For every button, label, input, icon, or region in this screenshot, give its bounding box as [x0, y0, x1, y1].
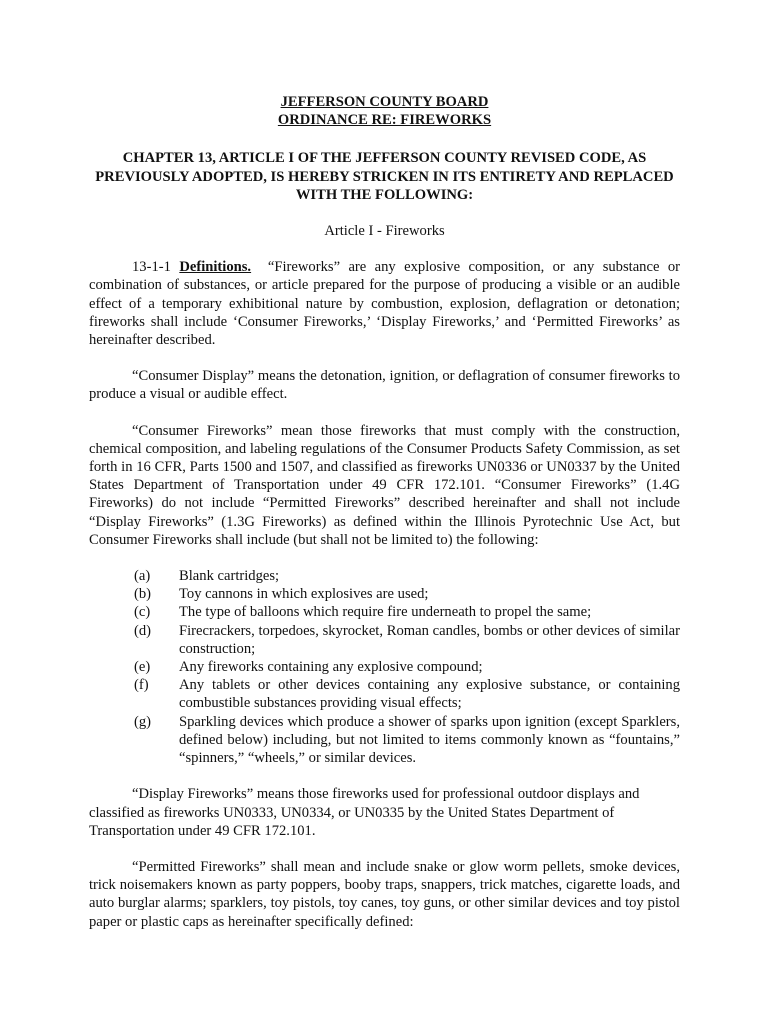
section-number: 13-1-1 [132, 259, 171, 276]
list-item-marker: (g) [134, 713, 152, 730]
document-page [89, 93, 680, 931]
consumer-fireworks-list [89, 567, 680, 767]
list-item-text: Any tablets or other devices containing any explosive substance, or containing combustible substances providing visual effects; [179, 677, 680, 712]
display-fireworks-paragraph: “Display Fireworks” means those fireworks used for professional outdoor displays and classified as fireworks UN0333, UN0334, or UN0335 by the United States Department of Transportation under 49 CFR 172.101. [89, 786, 640, 839]
permitted-fireworks-paragraph: “Permitted Fireworks” shall mean and include snake or glow worm pellets, smoke devices, trick noisemakers known as party poppers, booby traps, snappers, trick matches, cigarette loads, and auto burglar alarms; sparklers, toy pistols, toy canes, toy guns, or other similar devices and toy pistol paper or plastic caps as hereinafter specifically defined: [89, 858, 680, 930]
list-item [89, 713, 680, 768]
document-title-line-1: JEFFERSON COUNTY BOARD [280, 94, 489, 110]
consumer-display-paragraph: “Consumer Display” means the detonation, ignition, or deflagration of consumer fireworks to produce a visual or audible effect. [89, 368, 680, 403]
list-item-text: Blank cartridges; [179, 568, 280, 585]
list-item-marker: (b) [134, 586, 152, 603]
consumer-fireworks-paragraph: “Consumer Fireworks” mean those fireworks that must comply with the construction, chemical composition, and labeling regulations of the Consumer Products Safety Commission, as set forth in 16 CFR, Parts 1500 and 1507, and classified as fireworks UN0336 or UN0337 by the United States Department of Transportation under 49 CFR 172.101. “Consumer Fireworks” (1.4G Fireworks) do not include “Permitted Fireworks” described hereinafter and shall not include “Display Fireworks” (1.3G Fireworks) as defined within the Illinois Pyrotechnic Use Act, but Consumer Fireworks shall include (but shall not be limited to) the following: [89, 422, 680, 548]
list-item [89, 585, 680, 603]
list-item-text: Any fireworks containing any explosive compound; [179, 659, 483, 676]
definitions-paragraph [89, 258, 680, 349]
fireworks-definition: “Fireworks” are any explosive composition, or any substance or combination of substances, or article prepared for the purpose of producing a visible or an audible effect of a temporary exhibitional nature by combustion, explosion, deflagration or detonation; fireworks shall include ‘Consumer Fireworks,’ ‘Display Fireworks,’ and ‘Permitted Fireworks’ as hereinafter described. [89, 259, 680, 349]
list-item-marker: (a) [134, 568, 151, 585]
list-item-text: Toy cannons in which explosives are used; [179, 586, 429, 603]
document-title-line-2: ORDINANCE RE: FIREWORKS [277, 112, 492, 129]
definitions-heading: Definitions. [179, 259, 252, 276]
list-item [89, 658, 680, 676]
list-item [89, 603, 680, 621]
list-item-marker: (e) [134, 659, 151, 676]
list-item-marker: (d) [134, 622, 152, 639]
list-item-text: Firecrackers, torpedoes, skyrocket, Roman candles, bombs or other devices of similar construction; [179, 622, 680, 657]
list-item [89, 567, 680, 585]
list-item [89, 622, 680, 658]
list-item-marker: (c) [134, 604, 151, 621]
list-item-text: Sparkling devices which produce a shower of sparks upon ignition (except Sparklers, defined below) including, but not limited to items commonly known as “fountains,” “spinners,” “wheels,” or similar devices. [179, 713, 680, 767]
list-item-text: The type of balloons which require fire underneath to propel the same; [179, 604, 592, 621]
article-title: Article I - Fireworks [324, 223, 445, 240]
list-item [89, 676, 680, 712]
chapter-heading: CHAPTER 13, ARTICLE I OF THE JEFFERSON COUNTY REVISED CODE, AS PREVIOUSLY ADOPTED, IS HEREBY STRICKEN IN ITS ENTIRETY AND REPLACED WITH THE FOLLOWING: [95, 150, 674, 203]
list-item-marker: (f) [134, 677, 149, 694]
